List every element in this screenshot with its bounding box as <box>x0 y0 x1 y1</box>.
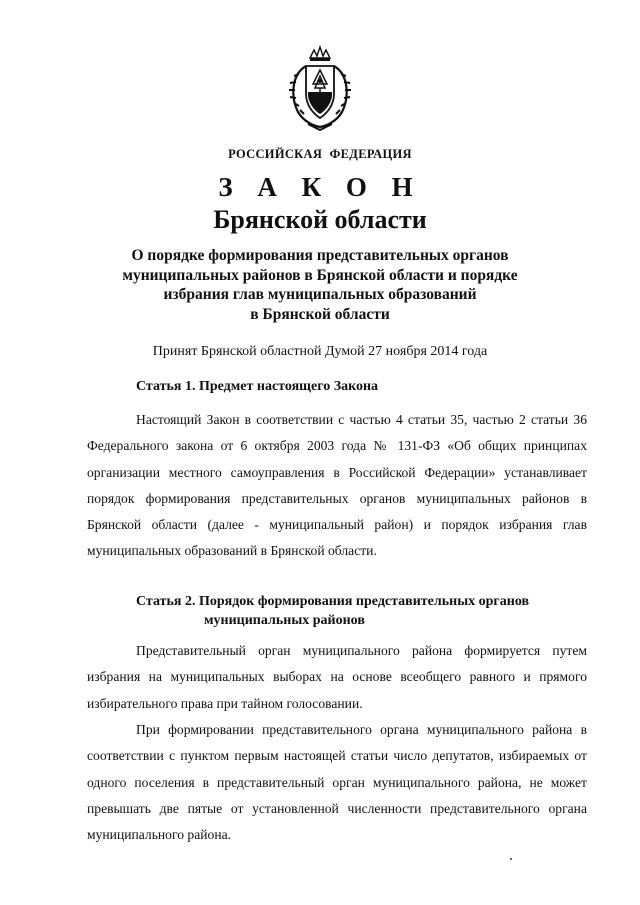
region-name: Брянской области <box>213 205 427 234</box>
article-2-paragraph-1: Представительный орган муниципального района формируется путем избрания на муниципальных выборах на основе всеобщего равного и прямого избирательного права при тайном голосовании. <box>87 643 587 711</box>
title-line: О порядке формирования представительных органов <box>131 247 509 264</box>
title-line: муниципальных районов в Брянской области и порядке <box>122 266 518 284</box>
article-2-heading <box>136 592 529 630</box>
coat-of-arms-icon <box>286 44 354 132</box>
document-type: З А К О Н <box>218 172 422 202</box>
adoption-note: Принят Брянской областной Думой 27 ноября 2014 года <box>152 344 488 359</box>
title-line: избрания глав муниципальных образований <box>163 286 477 303</box>
scan-speck <box>510 858 512 860</box>
title-line: в Брянской области <box>250 305 390 323</box>
article-2-heading-line2: муниципальных районов <box>204 613 365 628</box>
article-2-paragraph-2: При формировании представительного органа муниципального района в соответствии с пунктом первым настоящей статьи число депутатов, избираемых от одного поселения в представительный орган муниципального района, не может превышать две пятые от установленной численности представительного органа муниципального района. <box>87 722 587 843</box>
article-1-paragraph: Настоящий Закон в соответствии с частью 4 статьи 35, частью 2 статьи 36 Федерального закона от 6 октября 2003 года № 131-ФЗ «Об общих принципах организации местного самоуправления в Российской Федерации» устанавливает порядок формирования представительных органов муниципальных районов в Брянской области (далее - муниципальный район) и порядок избрания глав муниципальных образований в Брянской области. <box>87 412 587 559</box>
article-1-heading: Статья 1. Предмет настоящего Закона <box>136 379 379 394</box>
law-title <box>0 246 640 324</box>
country-name: РОССИЙСКАЯ ФЕДЕРАЦИЯ <box>228 147 412 161</box>
article-2-heading-line1: Статья 2. Порядок формирования представительных органов <box>136 594 530 609</box>
